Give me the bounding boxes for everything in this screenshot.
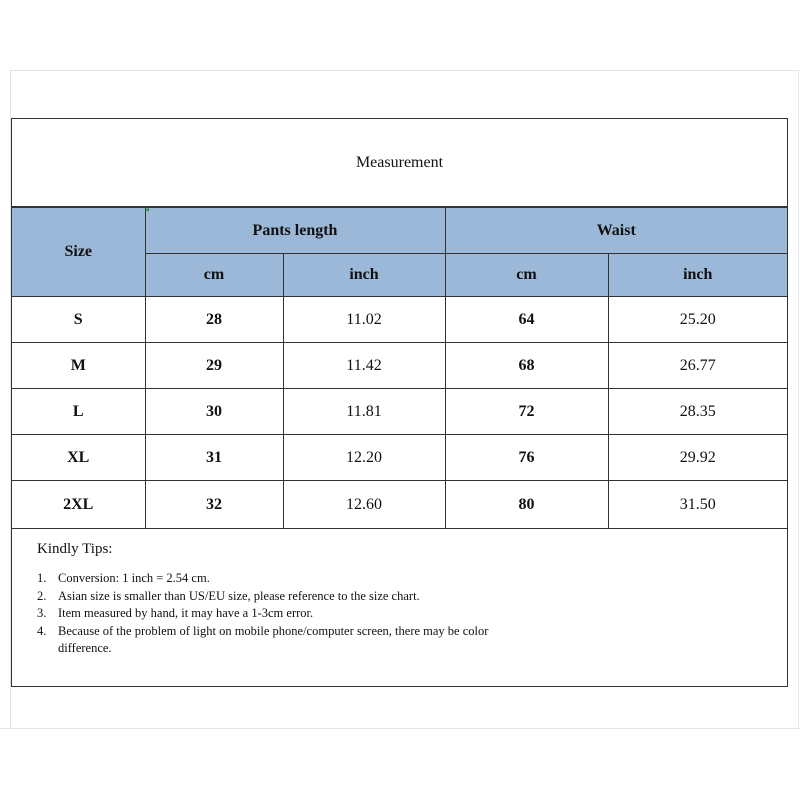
pants-length-header: Pants length <box>145 208 445 254</box>
size-cell: 2XL <box>12 481 145 529</box>
list-item <box>37 570 757 588</box>
list-item <box>37 623 757 658</box>
tips-section <box>37 541 757 658</box>
length-inch-cell: 11.81 <box>283 389 445 435</box>
waist-inch-cell: 31.50 <box>608 481 787 529</box>
measurement-sheet <box>11 118 788 687</box>
tip-number: 2. <box>37 588 47 603</box>
waist-cm-cell: 68 <box>445 343 608 389</box>
tip-number: 3. <box>37 606 47 620</box>
length-inch-cell: 11.42 <box>283 343 445 389</box>
page-frame-line <box>10 70 800 71</box>
size-cell: M <box>12 343 145 389</box>
table-row <box>12 481 787 529</box>
tip-text: Because of the problem of light on mobile phone/computer screen, there may be color difference. <box>58 623 489 655</box>
size-chart-table <box>12 207 787 529</box>
length-cm-cell: 29 <box>145 343 283 389</box>
table-row <box>12 343 787 389</box>
unit-header-cm: cm <box>145 254 283 297</box>
waist-header: Waist <box>445 208 787 254</box>
tip-text: Conversion: 1 inch = 2.54 cm. <box>58 571 210 585</box>
list-item <box>37 588 757 606</box>
length-cm-cell: 28 <box>145 297 283 343</box>
unit-header-inch: inch <box>608 254 787 297</box>
length-inch-cell: 11.02 <box>283 297 445 343</box>
tip-text: Item measured by hand, it may have a 1-3cm error. <box>58 606 314 620</box>
length-cm-cell: 31 <box>145 435 283 481</box>
waist-inch-cell: 28.35 <box>608 389 787 435</box>
tip-number: 1. <box>37 571 47 585</box>
length-cm-cell: 32 <box>145 481 283 529</box>
length-inch-cell: 12.60 <box>283 481 445 529</box>
list-item <box>37 605 757 623</box>
waist-cm-cell: 80 <box>445 481 608 529</box>
unit-header-cm: cm <box>445 254 608 297</box>
waist-cm-cell: 64 <box>445 297 608 343</box>
table-row <box>12 435 787 481</box>
tip-text: Asian size is smaller than US/EU size, please reference to the size chart. <box>58 588 420 603</box>
size-cell: S <box>12 297 145 343</box>
size-cell: L <box>12 389 145 435</box>
table-row <box>12 297 787 343</box>
waist-inch-cell: 29.92 <box>608 435 787 481</box>
page-title: Measurement <box>12 119 787 207</box>
tips-heading: Kindly Tips: <box>37 541 113 557</box>
length-cm-cell: 30 <box>145 389 283 435</box>
page-frame-line <box>0 728 800 729</box>
page-frame-line <box>798 70 799 728</box>
size-column-header: Size <box>12 208 145 297</box>
table-header-row <box>12 208 787 254</box>
waist-cm-cell: 76 <box>445 435 608 481</box>
tips-list <box>37 570 757 658</box>
waist-cm-cell: 72 <box>445 389 608 435</box>
table-row <box>12 389 787 435</box>
size-cell: XL <box>12 435 145 481</box>
waist-inch-cell: 26.77 <box>608 343 787 389</box>
cell-corner-marker <box>145 207 149 211</box>
tip-number: 4. <box>37 623 47 638</box>
unit-header-inch: inch <box>283 254 445 297</box>
length-inch-cell: 12.20 <box>283 435 445 481</box>
waist-inch-cell: 25.20 <box>608 297 787 343</box>
